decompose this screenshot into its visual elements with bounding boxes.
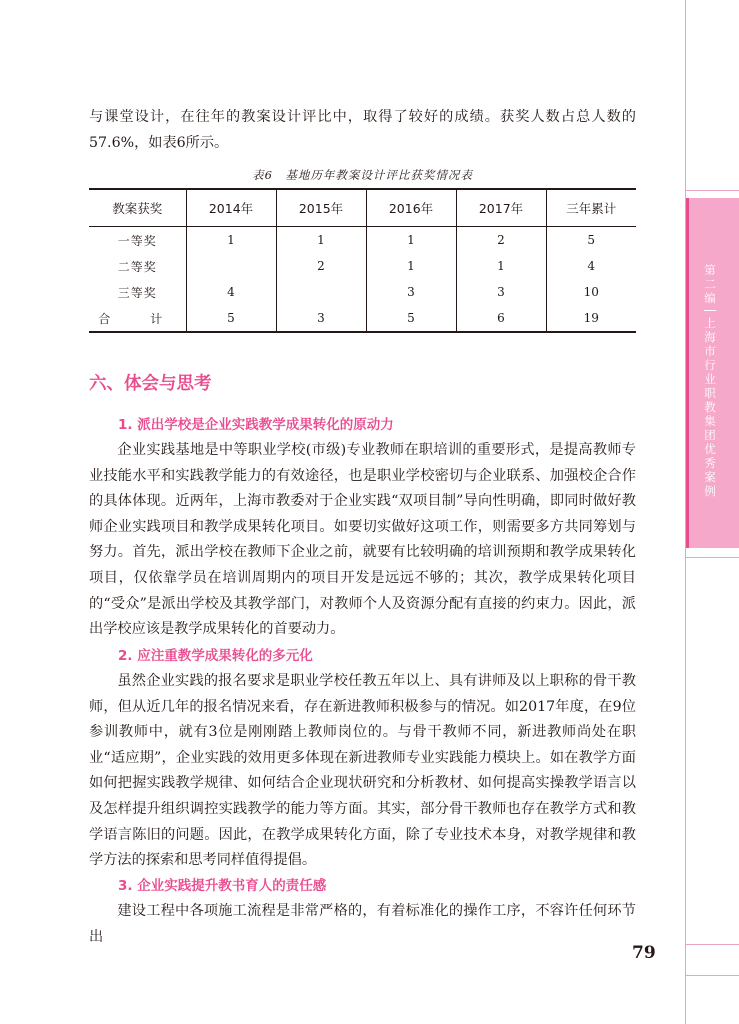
subsection-heading: 2. 应注重教学成果转化的多元化 <box>118 648 313 664</box>
side-title-char: 教 <box>704 400 716 414</box>
side-title-char: 海 <box>704 330 716 344</box>
margin-rule <box>686 190 739 191</box>
side-title-char: 集 <box>704 414 716 428</box>
table-cell: 1 <box>276 227 366 254</box>
margin-rule <box>686 557 739 558</box>
table-cell: 1 <box>456 253 546 279</box>
table-row <box>89 305 636 332</box>
column-header: 教案获奖 <box>89 189 186 227</box>
side-title-char: 秀 <box>704 456 716 470</box>
table-cell: 二等奖 <box>89 253 186 279</box>
table-cell: 3 <box>456 279 546 305</box>
subsection-heading: 1. 派出学校是企业实践教学成果转化的原动力 <box>118 417 394 433</box>
table-cell: 5 <box>546 227 636 254</box>
table-cell: 5 <box>366 305 456 332</box>
table-cell: 10 <box>546 279 636 305</box>
side-title-char: 市 <box>704 344 716 358</box>
page-number: 79 <box>632 943 656 963</box>
table-cell: 1 <box>186 227 276 254</box>
table-cell: 2 <box>276 253 366 279</box>
table-cell: 4 <box>546 253 636 279</box>
body-paragraph: 虽然企业实践的报名要求是职业学校任教五年以上、具有讲师及以上职称的骨干教师，但从近几年的报名情况来看，存在新进教师积极参与的情况。如2017年度，在9位参训教师中，就有3位是刚刚踏上教师岗位的。与骨干教师不同，新进教师尚处在职业“适应期”，企业实践的效用更多体现在新进教师专业实践能力模块上。如在教学方面如何把握实践教学规律、如何结合企业现状研究和分析教材、如何提高实操教学语言以及怎样提升组织调控实践教学的能力等方面。其实，部分骨干教师也存在教学方式和教学语言陈旧的问题。因此，在教学成果转化方面，除了专业技术本身，对教学规律和教学方法的探索和思考同样值得提倡。 <box>89 673 636 869</box>
side-title-char: 案 <box>704 470 716 484</box>
table-row <box>89 253 636 279</box>
side-title-char: 团 <box>704 428 716 442</box>
table-cell <box>276 279 366 305</box>
side-part-char: 第 <box>704 263 716 277</box>
table-cell: 一等奖 <box>89 227 186 254</box>
table-row <box>89 279 636 305</box>
awards-table <box>89 188 636 333</box>
table-cell: 19 <box>546 305 636 332</box>
table-cell <box>186 253 276 279</box>
table-row <box>89 227 636 254</box>
side-title-char: 业 <box>704 372 716 386</box>
column-header: 2017年 <box>456 189 546 227</box>
table-cell: 1 <box>366 253 456 279</box>
margin-rule <box>686 944 739 945</box>
column-header: 三年累计 <box>546 189 636 227</box>
table-cell: 三等奖 <box>89 279 186 305</box>
column-header: 2016年 <box>366 189 456 227</box>
side-title-char: 例 <box>704 484 716 498</box>
table-cell: 1 <box>366 227 456 254</box>
table-cell: 2 <box>456 227 546 254</box>
table-caption: 表6 基地历年教案设计评比获奖情况表 <box>252 168 473 182</box>
side-part-char: 编 <box>704 291 716 305</box>
side-title-char: 优 <box>704 442 716 456</box>
table-cell: 合 计 <box>89 305 186 332</box>
subsection-heading: 3. 企业实践提升教书育人的责任感 <box>118 878 327 894</box>
intro-paragraph: 与课堂设计，在往年的教案设计评比中，取得了较好的成绩。获奖人数占总人数的57.6%，如表6所示。 <box>89 109 636 151</box>
column-header: 2014年 <box>186 189 276 227</box>
side-title-char: 上 <box>704 316 716 330</box>
body-paragraph: 企业实践基地是中等职业学校(市级)专业教师在职培训的重要形式，是提高教师专业技能水平和实践教学能力的有效途径，也是职业学校密切与企业联系、加强校企合作的具体体现。近两年，上海市教委对于企业实践“双项目制”导向性明确，即同时做好教师企业实践项目和教学成果转化项目。如要切实做好这项工作，则需要多方共同筹划与努力。首先，派出学校在教师下企业之前，就要有比较明确的培训预期和教学成果转化项目，仅依靠学员在培训周期内的项目开发是远远不够的；其次，教学成果转化项目的“受众”是派出学校及其教学部门，对教师个人及资源分配有直接的约束力。因此，派出学校应该是教学成果转化的首要动力。 <box>89 442 636 638</box>
column-header: 2015年 <box>276 189 366 227</box>
side-part-char: 二 <box>704 277 716 291</box>
table-cell: 4 <box>186 279 276 305</box>
section-heading: 六、体会与思考 <box>89 374 212 394</box>
table-header-row <box>89 189 636 227</box>
side-title-char: 职 <box>704 386 716 400</box>
table-cell: 3 <box>276 305 366 332</box>
body-paragraph: 建设工程中各项施工流程是非常严格的，有着标准化的操作工序，不容许任何环节出 <box>89 903 636 945</box>
table-cell: 5 <box>186 305 276 332</box>
chapter-side-label <box>700 263 720 498</box>
side-separator <box>704 310 716 311</box>
table-cell: 3 <box>366 279 456 305</box>
table-cell: 6 <box>456 305 546 332</box>
side-title-char: 行 <box>704 358 716 372</box>
margin-rule <box>686 975 739 976</box>
